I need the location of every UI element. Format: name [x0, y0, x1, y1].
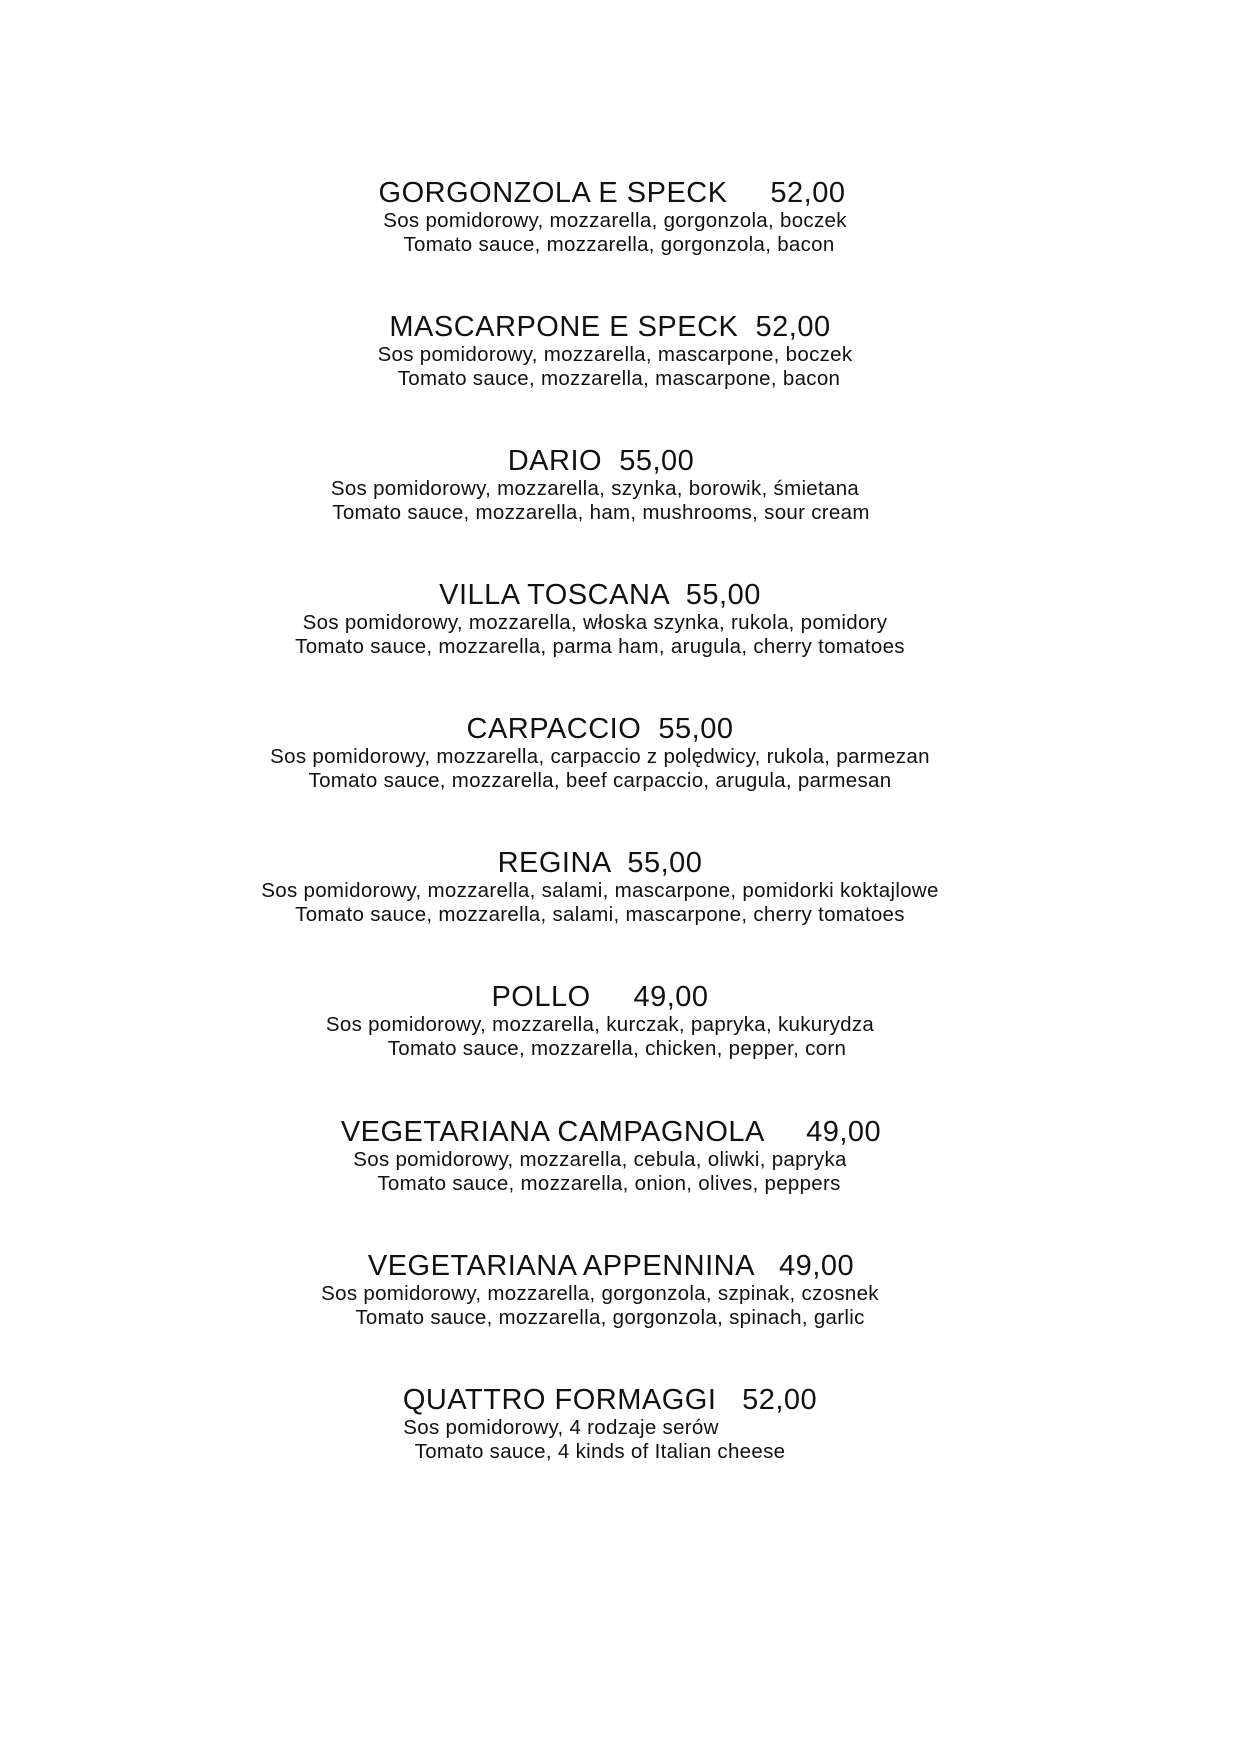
menu-item-description-pl: Sos pomidorowy, mozzarella, mascarpone, boczek [377, 343, 853, 366]
menu-item-description-en: Tomato sauce, mozzarella, onion, olives, peppers [377, 1172, 841, 1195]
menu-item-description-pl: Sos pomidorowy, mozzarella, szynka, borowik, śmietana [330, 477, 860, 500]
menu-item-price: 52,00 [742, 1384, 818, 1416]
menu-item-name: POLLO [491, 981, 591, 1013]
menu-item-price: 52,00 [770, 177, 846, 209]
menu-item [0, 445, 1242, 525]
menu-item-heading [0, 981, 1221, 1013]
menu-item-price: 49,00 [806, 1116, 882, 1148]
menu-item-description-en: Tomato sauce, mozzarella, gorgonzola, bacon [403, 233, 835, 256]
menu-item-heading [0, 1116, 1232, 1148]
menu-item-heading [0, 311, 1231, 343]
menu-item-heading [0, 847, 1221, 879]
menu-item-description-pl: Sos pomidorowy, mozzarella, kurczak, papryka, kukurydza [325, 1013, 875, 1036]
menu-item-heading [0, 713, 1221, 745]
menu-item-description-en: Tomato sauce, mozzarella, mascarpone, bacon [397, 367, 841, 390]
menu-item [0, 981, 1242, 1061]
menu-item-description-en: Tomato sauce, mozzarella, beef carpaccio, arugula, parmesan [308, 769, 892, 792]
menu-item-price: 49,00 [633, 981, 709, 1013]
menu-item-heading [0, 1384, 1231, 1416]
menu-item [0, 713, 1242, 793]
menu-item-description-en: Tomato sauce, mozzarella, chicken, pepper, corn [387, 1037, 847, 1060]
menu-item [0, 177, 1242, 257]
menu-item-name: REGINA [497, 847, 611, 879]
menu-item-description-en: Tomato sauce, mozzarella, parma ham, arugula, cherry tomatoes [295, 635, 905, 658]
menu-item-price: 55,00 [619, 445, 695, 477]
menu-item-price: 55,00 [627, 847, 703, 879]
menu-item [0, 1384, 1242, 1464]
menu-item-price: 52,00 [755, 311, 831, 343]
menu-item-price: 55,00 [658, 713, 734, 745]
menu-item-heading [0, 177, 1233, 209]
menu-item-name: DARIO [507, 445, 603, 477]
menu-item-description-pl: Sos pomidorowy, mozzarella, carpaccio z polędwicy, rukola, parmezan [270, 745, 930, 768]
menu-item-description-en: Tomato sauce, 4 kinds of Italian cheese [414, 1440, 786, 1463]
menu-item-description-en: Tomato sauce, mozzarella, salami, mascarpone, cherry tomatoes [295, 903, 905, 926]
menu-item-description-pl: Sos pomidorowy, 4 rodzaje serów [403, 1416, 719, 1439]
menu-item-description-pl: Sos pomidorowy, mozzarella, cebula, oliwki, papryka [353, 1148, 847, 1171]
menu-item-heading [0, 579, 1221, 611]
menu-item-name: MASCARPONE E SPECK [389, 311, 739, 343]
menu-item-description-pl: Sos pomidorowy, mozzarella, salami, mascarpone, pomidorki koktajlowe [261, 879, 939, 902]
menu-item-description-en: Tomato sauce, mozzarella, gorgonzola, spinach, garlic [355, 1306, 865, 1329]
menu-item [0, 1116, 1242, 1196]
menu-item-name: GORGONZOLA E SPECK [378, 177, 728, 209]
menu-item-description-pl: Sos pomidorowy, mozzarella, gorgonzola, boczek [383, 209, 847, 232]
menu-item [0, 1250, 1242, 1330]
menu-item-name: VEGETARIANA CAMPAGNOLA [340, 1116, 764, 1148]
menu-item [0, 847, 1242, 927]
menu-item-heading [0, 445, 1222, 477]
menu-item [0, 579, 1242, 659]
menu-item-name: QUATTRO FORMAGGI [402, 1384, 717, 1416]
menu-item-price: 55,00 [685, 579, 761, 611]
menu-item-price: 49,00 [779, 1250, 855, 1282]
menu-item-name: VILLA TOSCANA [439, 579, 669, 611]
menu-item-description-pl: Sos pomidorowy, mozzarella, gorgonzola, szpinak, czosnek [321, 1282, 879, 1305]
menu-item-name: CARPACCIO [466, 713, 642, 745]
menu-item-description-en: Tomato sauce, mozzarella, ham, mushrooms, sour cream [332, 501, 870, 524]
menu-item-description-pl: Sos pomidorowy, mozzarella, włoska szynka, rukola, pomidory [302, 611, 888, 634]
menu-item [0, 311, 1242, 391]
menu-item-heading [0, 1250, 1232, 1282]
menu-item-name: VEGETARIANA APPENNINA [367, 1250, 754, 1282]
